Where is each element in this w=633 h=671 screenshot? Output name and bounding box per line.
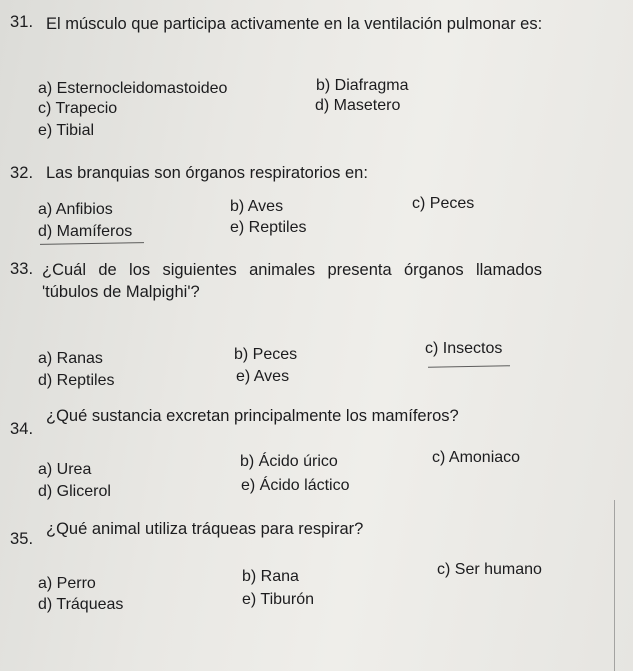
question-text: Las branquias son órganos respiratorios en: — [46, 164, 368, 182]
option-c: c) Ser humano — [437, 561, 542, 578]
option-c: c) Amoniaco — [432, 449, 521, 466]
question-text: El músculo que participa activamente en la ventilación pulmonar es: — [46, 15, 543, 33]
question-text: ¿Qué animal utiliza tráqueas para respirar? — [46, 520, 364, 538]
option-d: d) Reptiles — [38, 372, 115, 389]
option-a: a) Urea — [38, 461, 92, 478]
option-e: e) Ácido láctico — [241, 477, 350, 494]
option-e: e) Reptiles — [230, 219, 307, 236]
option-a: a) Perro — [38, 575, 96, 592]
answer-underline — [40, 242, 144, 245]
question-text: ¿Cuál de los siguientes animales presenta órganos llamados 'túbulos de Malpighi'? — [42, 261, 542, 301]
option-a: a) Anfibios — [38, 201, 113, 218]
question-number: 34. — [10, 420, 34, 438]
question-text: ¿Qué sustancia excretan principalmente los mamíferos? — [46, 407, 459, 425]
page-edge-line — [614, 500, 615, 671]
option-b: b) Aves — [230, 198, 284, 215]
option-c: c) Insectos — [425, 340, 503, 357]
option-c: c) Trapecio — [38, 100, 118, 117]
question-number: 35. — [10, 530, 34, 548]
option-d: d) Glicerol — [38, 483, 111, 500]
option-b: b) Diafragma — [316, 77, 409, 94]
option-d: d) Masetero — [315, 97, 401, 114]
option-d: d) Mamíferos — [38, 223, 133, 240]
option-b: b) Peces — [234, 346, 298, 363]
option-c: c) Peces — [412, 195, 475, 212]
answer-underline — [428, 365, 510, 367]
option-a: a) Esternocleidomastoideo — [38, 80, 228, 97]
option-a: a) Ranas — [38, 350, 103, 367]
option-d: d) Tráqueas — [38, 596, 124, 613]
question-number: 33. — [10, 260, 34, 278]
option-e: e) Tibial — [38, 122, 95, 139]
option-e: e) Tiburón — [242, 591, 315, 608]
option-b: b) Ácido úrico — [240, 453, 338, 470]
question-number: 32. — [10, 164, 34, 182]
question-number: 31. — [10, 13, 34, 31]
option-b: b) Rana — [242, 568, 299, 585]
option-e: e) Aves — [236, 368, 290, 385]
